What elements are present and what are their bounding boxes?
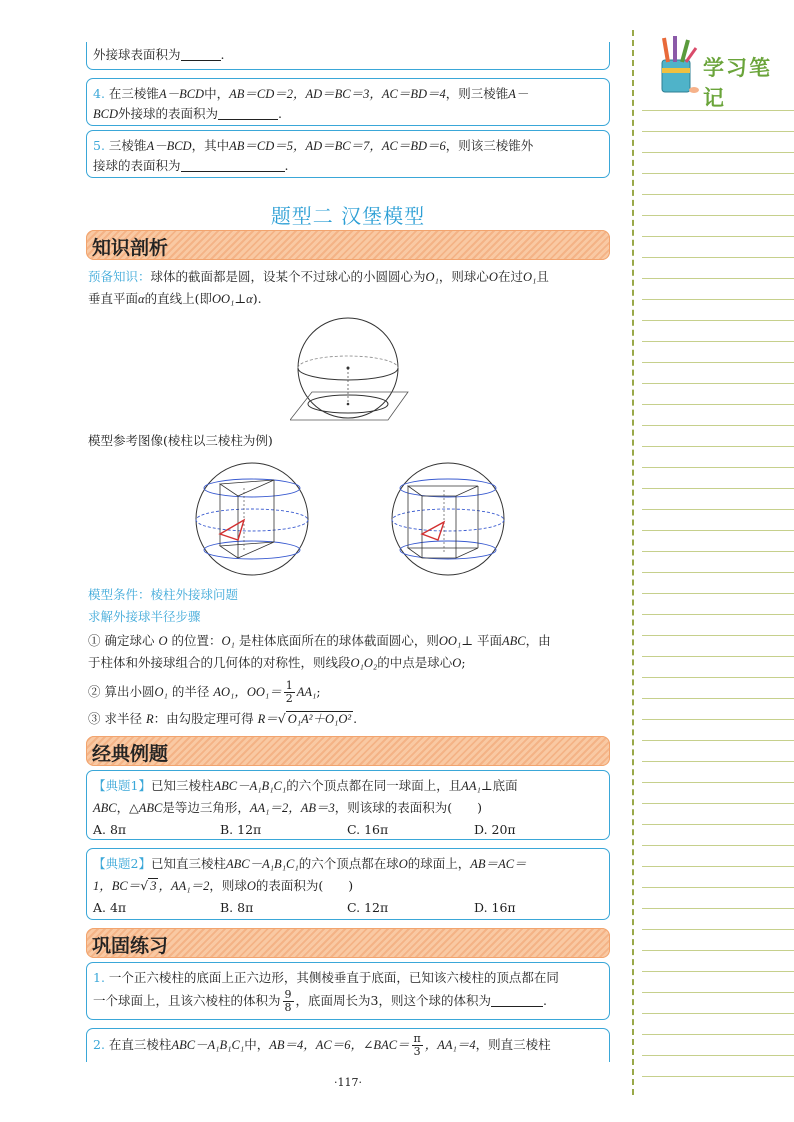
note-line [642, 572, 794, 573]
note-line [642, 425, 794, 426]
note-line [642, 593, 794, 594]
note-line [642, 803, 794, 804]
note-line [642, 362, 794, 363]
note-line [642, 824, 794, 825]
note-line [642, 992, 794, 993]
note-line [642, 698, 794, 699]
model-condition: 模型条件：棱柱外接球问题 [88, 587, 239, 602]
option-d: D. 20π [474, 822, 516, 837]
note-line [642, 719, 794, 720]
problem-box-3-tail: 外接球表面积为 . [86, 42, 610, 70]
note-line [642, 635, 794, 636]
note-line [642, 950, 794, 951]
option-c: C. 12π [347, 900, 389, 915]
prep-knowledge: 预备知识：球体的截面都是圆，设某个不过球心的小圆圆心为O₁，则球心O在过O₁且 垂直平面α的直线上(即OO₁⊥α). [88, 269, 549, 306]
problem-box-5: 5. 三棱锥A－BCD，其中AB＝CD＝5，AD＝BC＝7，AC＝BD＝6，则该三棱锥外 接球的表面积为 . [86, 130, 610, 178]
example-2: 【典题2】已知直三棱柱ABC－A₁B₁C₁的六个顶点都在球O的球面上，AB＝AC＝ 1，BC＝√ 3 ，AA₁＝2，则球O的表面积为( ) A. 4π B. 8π C. 12π D. 16π [86, 848, 610, 920]
note-line [642, 740, 794, 741]
pencil-cup-icon [654, 34, 700, 96]
note-line [642, 110, 794, 111]
note-line [642, 488, 794, 489]
page-number: ·117· [334, 1076, 362, 1089]
note-line [642, 278, 794, 279]
note-line [642, 845, 794, 846]
prism-sphere-figure-left [190, 460, 314, 578]
note-line [642, 404, 794, 405]
notes-title: 学习笔记 [703, 56, 772, 110]
step-3: ③ 求半径 R：由勾股定理可得 R＝√ O₁A²＋O₁O² . [88, 711, 358, 726]
note-line [642, 509, 794, 510]
note-line [642, 677, 794, 678]
option-b: B. 8π [220, 900, 254, 915]
model-caption: 模型参考图像(棱柱以三棱柱为例) [88, 433, 273, 448]
note-line [642, 383, 794, 384]
note-line [642, 152, 794, 153]
option-a: A. 4π [93, 900, 127, 915]
note-line [642, 467, 794, 468]
note-line [642, 215, 794, 216]
note-line [642, 761, 794, 762]
note-line [642, 782, 794, 783]
sphere-section-figure [290, 316, 410, 424]
practice-2: 2. 在直三棱柱ABC－A₁B₁C₁中，AB＝4，AC＝6，∠BAC＝ $\frac{\pi}{3}$ ，AA₁＝4，则直三棱柱 [86, 1028, 610, 1062]
note-line [642, 320, 794, 321]
option-a: A. 8π [93, 822, 127, 837]
banner-practice: 巩固练习 [86, 928, 610, 958]
note-line [642, 173, 794, 174]
note-line [642, 299, 794, 300]
note-line [642, 131, 794, 132]
prism-sphere-figure-right [386, 460, 510, 578]
option-b: B. 12π [220, 822, 262, 837]
step-1: ① 确定球心 O 的位置：O₁ 是柱体底面所在的球体截面圆心，则OO₁⊥ 平面ABC，由 于柱体和外接球组合的几何体的对称性，则线段O₁O₂的中点是球心O; [88, 633, 551, 670]
note-line [642, 866, 794, 867]
option-c: C. 16π [347, 822, 389, 837]
note-line [642, 341, 794, 342]
sidebar-divider [632, 30, 634, 1095]
note-line [642, 1055, 794, 1056]
note-line [642, 971, 794, 972]
note-line [642, 257, 794, 258]
note-line [642, 1076, 794, 1077]
note-line [642, 656, 794, 657]
example-1: 【典题1】已知三棱柱ABC－A₁B₁C₁的六个顶点都在同一球面上，且AA₁⊥底面 ABC，△ABC是等边三角形，AA₁＝2，AB＝3，则该球的表面积为( ) A. 8π B. 12π C. 16π D. 20π [86, 770, 610, 840]
option-d: D. 16π [474, 900, 516, 915]
note-line [642, 908, 794, 909]
note-line [642, 1013, 794, 1014]
note-line [642, 551, 794, 552]
note-line [642, 446, 794, 447]
note-line [642, 530, 794, 531]
note-line [642, 236, 794, 237]
note-line [642, 929, 794, 930]
banner-examples: 经典例题 [86, 736, 610, 766]
note-line [642, 194, 794, 195]
problem-box-4: 4. 在三棱锥A－BCD中，AB＝CD＝2，AD＝BC＝3，AC＝BD＝4，则三棱锥A－ BCD外接球的表面积为 . [86, 78, 610, 126]
note-line [642, 1034, 794, 1035]
section-title: 题型二 汉堡模型 [270, 204, 426, 228]
steps-title: 求解外接球半径步骤 [88, 609, 201, 624]
note-line [642, 614, 794, 615]
note-line [642, 887, 794, 888]
banner-knowledge: 知识剖析 [86, 230, 610, 260]
step-2: ② 算出小圆O₁ 的半径 AO₁，OO₁＝ $\frac{1}{2}$ AA₁; [88, 679, 321, 705]
practice-1: 1. 一个正六棱柱的底面上正六边形，其侧棱垂直于底面，已知该六棱柱的顶点都在同 一个球面上，且该六棱柱的体积为 $\frac{9}{8}$ ，底面周长为3，则这个球的体积为 . [86, 962, 610, 1020]
